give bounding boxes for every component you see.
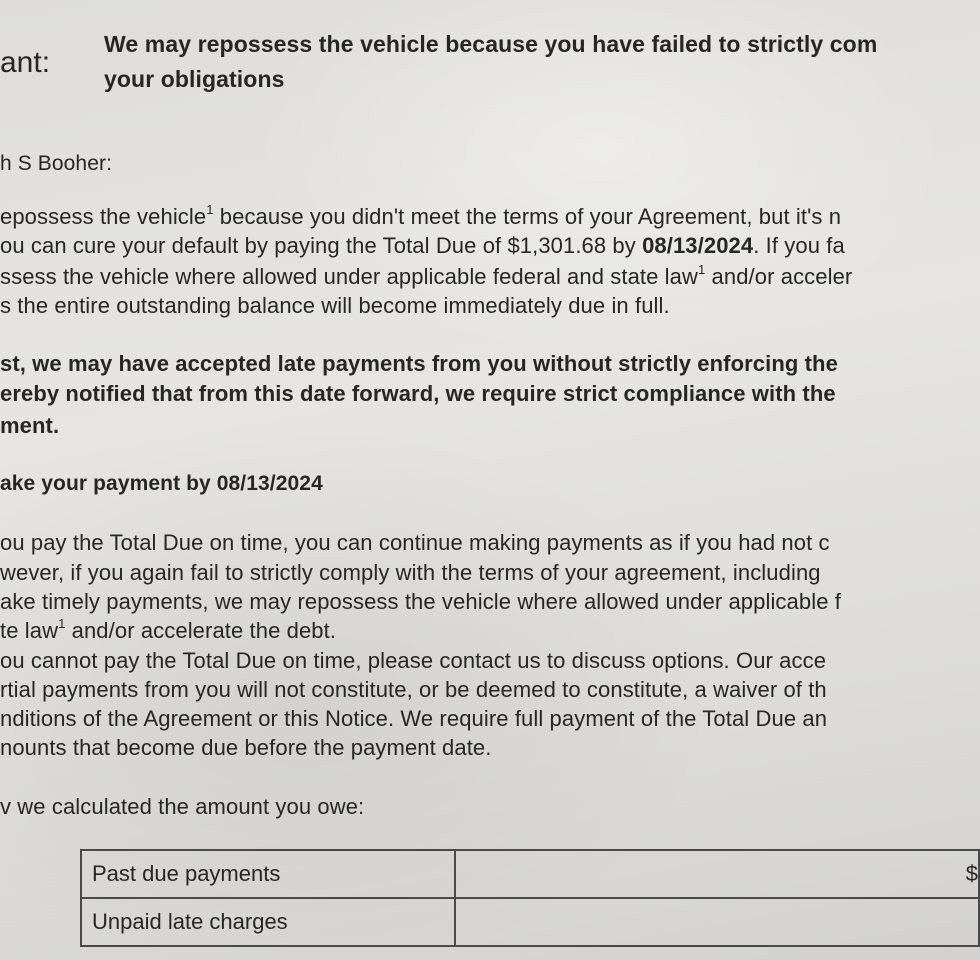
table-row [81, 898, 979, 946]
paragraph2-line3: ment. [0, 413, 60, 438]
subject-line-1: We may repossess the vehicle because you have failed to strictly com [104, 31, 878, 57]
calculation-table [80, 849, 980, 947]
row-label: Past due payments [81, 850, 455, 898]
table-row [81, 850, 979, 898]
subject-line-2: your obligations [104, 66, 285, 92]
payment-heading: ake your payment by 08/13/2024 [0, 472, 323, 495]
heading-label: ant: [0, 46, 51, 79]
paragraph3-line3: ake timely payments, we may repossess the vehicle where allowed under applicable f [0, 589, 841, 614]
paragraph1-line3: ssess the vehicle where allowed under applicable federal and state law$^1$ and/or acceler [0, 262, 853, 289]
paragraph1-line4: s the entire outstanding balance will become immediately due in full. [0, 293, 670, 318]
paragraph4-line3: nditions of the Agreement or this Notice. We require full payment of the Total Due an [0, 706, 828, 731]
paragraph1-line1: epossess the vehicle$^1$ because you didn't meet the terms of your Agreement, but it's n [0, 202, 842, 229]
due-date: 08/13/2024 [642, 233, 754, 258]
paragraph4-line4: nounts that become due before the payment date. [0, 735, 492, 760]
paragraph2-line2: ereby notified that from this date forward, we require strict compliance with the [0, 381, 836, 406]
paragraph3-line2: wever, if you again fail to strictly comply with the terms of your agreement, including [0, 560, 821, 585]
row-amount [455, 898, 979, 946]
row-amount: $ [455, 850, 979, 898]
paragraph2-line1: st, we may have accepted late payments from you without strictly enforcing the [0, 351, 838, 376]
salutation: h S Booher: [0, 152, 113, 175]
paragraph4-line2: rtial payments from you will not constitute, or be deemed to constitute, a waiver of th [0, 677, 827, 702]
paragraph3-line4: te law$^1$ and/or accelerate the debt. [0, 616, 337, 643]
paragraph1-line2: ou can cure your default by paying the Total Due of $1,301.68 by 08/13/2024. If you fa [0, 233, 845, 258]
calculation-intro: v we calculated the amount you owe: [0, 794, 365, 819]
paragraph3-line1: ou pay the Total Due on time, you can continue making payments as if you had not c [0, 530, 830, 555]
row-label: Unpaid late charges [81, 898, 455, 946]
paragraph4-line1: ou cannot pay the Total Due on time, please contact us to discuss options. Our acce [0, 648, 827, 673]
